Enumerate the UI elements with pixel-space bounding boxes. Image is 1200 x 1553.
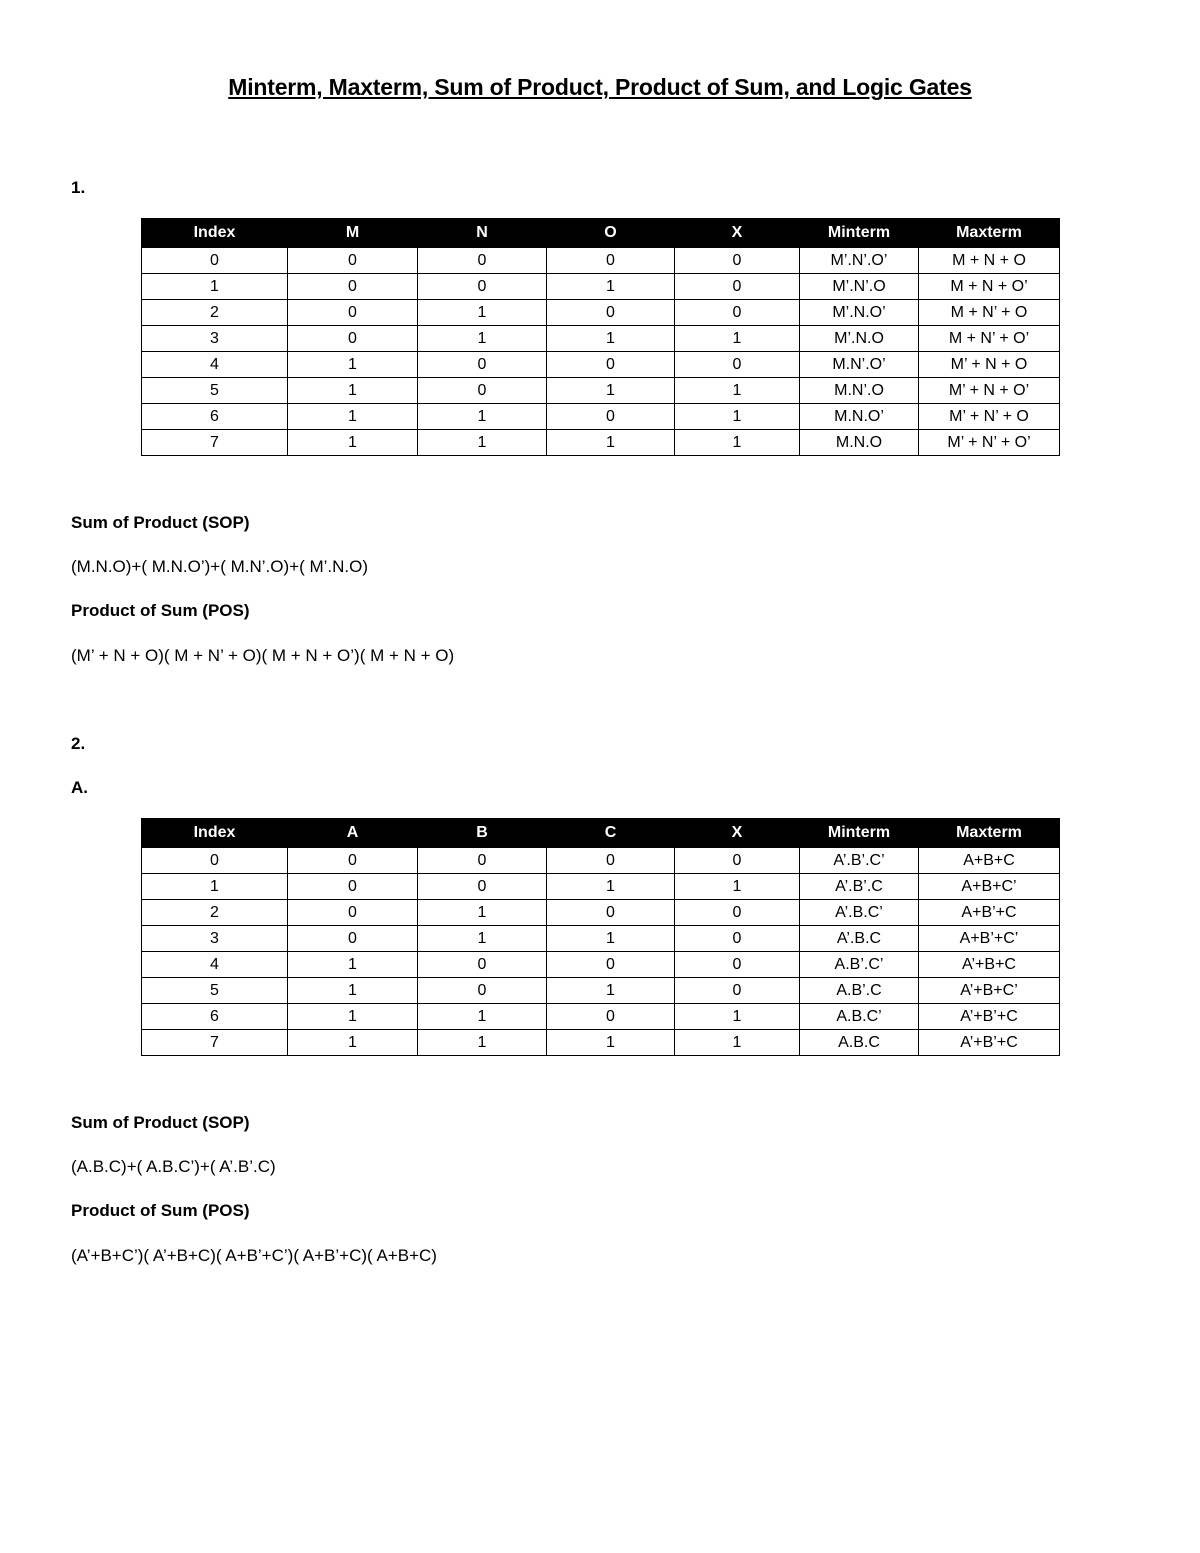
table-row xyxy=(142,430,1060,456)
table-cell: 1 xyxy=(288,430,418,456)
sop-expression-1: (M.N.O)+( M.N.O’)+( M.N’.O)+( M’.N.O) xyxy=(71,557,369,576)
table-row xyxy=(142,978,1060,1004)
table-cell: 1 xyxy=(418,926,547,952)
table-cell: M + N + O’ xyxy=(919,274,1060,300)
table-cell: 0 xyxy=(418,274,547,300)
table-cell: 0 xyxy=(288,900,418,926)
section-2-sub-a: A. xyxy=(71,778,88,797)
table-cell: 0 xyxy=(547,352,675,378)
table-cell: 0 xyxy=(675,274,800,300)
table-cell: 0 xyxy=(675,926,800,952)
table-cell: 0 xyxy=(418,952,547,978)
table-cell: 1 xyxy=(418,404,547,430)
sop-label-2: Sum of Product (SOP) xyxy=(71,1113,250,1132)
header-c: C xyxy=(547,819,675,848)
table-cell: 1 xyxy=(547,978,675,1004)
table-cell: 1 xyxy=(418,300,547,326)
table-cell: 0 xyxy=(547,900,675,926)
page-title: Minterm, Maxterm, Sum of Product, Product of Sum, and Logic Gates xyxy=(228,74,972,100)
table-cell: 1 xyxy=(547,430,675,456)
section-1-number: 1. xyxy=(71,178,86,197)
table-cell: 0 xyxy=(418,248,547,274)
header-n: N xyxy=(418,219,547,248)
table-cell: 1 xyxy=(288,1030,418,1056)
table-cell: M.N’.O’ xyxy=(800,352,919,378)
table-cell: M’ + N’ + O’ xyxy=(919,430,1060,456)
table-cell: A’+B+C’ xyxy=(919,978,1060,1004)
header-minterm: Minterm xyxy=(800,219,919,248)
table-cell: 1 xyxy=(288,378,418,404)
table-cell: 0 xyxy=(418,378,547,404)
sop-label-1: Sum of Product (SOP) xyxy=(71,513,250,532)
table-row xyxy=(142,874,1060,900)
table-cell: 0 xyxy=(288,248,418,274)
table-cell: 1 xyxy=(288,404,418,430)
table-cell: 0 xyxy=(142,248,288,274)
table-cell: 1 xyxy=(418,900,547,926)
table-cell: 0 xyxy=(288,848,418,874)
header-maxterm: Maxterm xyxy=(919,819,1060,848)
table-cell: M’.N.O’ xyxy=(800,300,919,326)
table-cell: 5 xyxy=(142,378,288,404)
table-row xyxy=(142,326,1060,352)
table-cell: A.B.C’ xyxy=(800,1004,919,1030)
table-row xyxy=(142,1030,1060,1056)
table-cell: M’.N’.O’ xyxy=(800,248,919,274)
table-cell: A’.B.C’ xyxy=(800,900,919,926)
table-cell: 6 xyxy=(142,1004,288,1030)
table-cell: A’+B’+C xyxy=(919,1004,1060,1030)
table-cell: 2 xyxy=(142,300,288,326)
table-cell: 0 xyxy=(547,1004,675,1030)
table-cell: A.B’.C’ xyxy=(800,952,919,978)
table-cell: A’+B’+C xyxy=(919,1030,1060,1056)
table-cell: 0 xyxy=(288,300,418,326)
table-cell: A’.B.C xyxy=(800,926,919,952)
table-cell: 2 xyxy=(142,900,288,926)
table-cell: 1 xyxy=(547,274,675,300)
table-cell: 5 xyxy=(142,978,288,1004)
truth-table-1 xyxy=(141,218,1060,456)
table-cell: M’.N.O xyxy=(800,326,919,352)
header-b: B xyxy=(418,819,547,848)
table-header-row xyxy=(142,219,1060,248)
table-cell: 0 xyxy=(675,300,800,326)
table-cell: A’+B+C xyxy=(919,952,1060,978)
table-cell: M’ + N + O’ xyxy=(919,378,1060,404)
table-cell: 0 xyxy=(547,404,675,430)
table-cell: 1 xyxy=(675,326,800,352)
table-row xyxy=(142,952,1060,978)
table-cell: 1 xyxy=(675,874,800,900)
table-cell: A.B’.C xyxy=(800,978,919,1004)
header-o: O xyxy=(547,219,675,248)
table-cell: 1 xyxy=(418,1004,547,1030)
table-cell: A+B+C xyxy=(919,848,1060,874)
table-cell: 0 xyxy=(142,848,288,874)
table-cell: 0 xyxy=(418,874,547,900)
table-cell: 1 xyxy=(288,1004,418,1030)
table-cell: 3 xyxy=(142,926,288,952)
header-index: Index xyxy=(142,219,288,248)
table-cell: 0 xyxy=(418,352,547,378)
table-cell: M.N’.O xyxy=(800,378,919,404)
table-cell: 1 xyxy=(288,352,418,378)
table-cell: A+B’+C xyxy=(919,900,1060,926)
table-cell: 1 xyxy=(418,430,547,456)
table-row xyxy=(142,926,1060,952)
table-cell: 0 xyxy=(288,874,418,900)
table-row xyxy=(142,1004,1060,1030)
table-cell: 6 xyxy=(142,404,288,430)
table-cell: 0 xyxy=(675,848,800,874)
table-cell: M + N’ + O’ xyxy=(919,326,1060,352)
header-index: Index xyxy=(142,819,288,848)
table-cell: M + N’ + O xyxy=(919,300,1060,326)
table-cell: 1 xyxy=(675,378,800,404)
table-cell: 1 xyxy=(675,404,800,430)
table-cell: A.B.C xyxy=(800,1030,919,1056)
table-cell: M’ + N’ + O xyxy=(919,404,1060,430)
table-cell: 1 xyxy=(142,274,288,300)
table-row xyxy=(142,404,1060,430)
table-cell: A+B+C’ xyxy=(919,874,1060,900)
table-row xyxy=(142,300,1060,326)
table-cell: 0 xyxy=(288,926,418,952)
table-cell: 0 xyxy=(547,952,675,978)
table-row xyxy=(142,352,1060,378)
table-row xyxy=(142,274,1060,300)
pos-label-1: Product of Sum (POS) xyxy=(71,601,250,620)
table-cell: 0 xyxy=(547,248,675,274)
table-cell: 0 xyxy=(675,900,800,926)
header-minterm: Minterm xyxy=(800,819,919,848)
pos-expression-1: (M’ + N + O)( M + N’ + O)( M + N + O’)( M + N + O) xyxy=(71,646,455,665)
table-cell: M’ + N + O xyxy=(919,352,1060,378)
table-cell: 3 xyxy=(142,326,288,352)
table-row xyxy=(142,378,1060,404)
table-cell: 1 xyxy=(418,326,547,352)
table-cell: 1 xyxy=(675,430,800,456)
table-cell: A’.B’.C xyxy=(800,874,919,900)
table-cell: 1 xyxy=(547,926,675,952)
table-cell: 0 xyxy=(675,978,800,1004)
table-cell: 0 xyxy=(418,978,547,1004)
table-cell: 7 xyxy=(142,1030,288,1056)
table-cell: 1 xyxy=(288,978,418,1004)
table-cell: M.N.O xyxy=(800,430,919,456)
header-maxterm: Maxterm xyxy=(919,219,1060,248)
table-cell: 1 xyxy=(675,1030,800,1056)
table-cell: 0 xyxy=(288,274,418,300)
table-cell: 1 xyxy=(547,378,675,404)
table-cell: 1 xyxy=(142,874,288,900)
table-cell: 1 xyxy=(547,874,675,900)
table-cell: M + N + O xyxy=(919,248,1060,274)
table-cell: 0 xyxy=(675,248,800,274)
table-cell: 0 xyxy=(547,848,675,874)
table-header-row xyxy=(142,819,1060,848)
table-cell: 1 xyxy=(675,1004,800,1030)
header-a: A xyxy=(288,819,418,848)
table-cell: A’.B’.C’ xyxy=(800,848,919,874)
table-cell: 1 xyxy=(547,326,675,352)
table-cell: A+B’+C’ xyxy=(919,926,1060,952)
table-cell: 1 xyxy=(288,952,418,978)
table-cell: 0 xyxy=(288,326,418,352)
table-cell: M.N.O’ xyxy=(800,404,919,430)
table-row xyxy=(142,248,1060,274)
table-cell: 0 xyxy=(675,952,800,978)
table-cell: 4 xyxy=(142,952,288,978)
section-2-number: 2. xyxy=(71,734,86,753)
sop-expression-2: (A.B.C)+( A.B.C’)+( A’.B’.C) xyxy=(71,1157,276,1176)
pos-label-2: Product of Sum (POS) xyxy=(71,1201,250,1220)
table-cell: 1 xyxy=(418,1030,547,1056)
header-x: X xyxy=(675,219,800,248)
truth-table-2 xyxy=(141,818,1060,1056)
table-row xyxy=(142,900,1060,926)
table-cell: 1 xyxy=(547,1030,675,1056)
table-cell: M’.N’.O xyxy=(800,274,919,300)
pos-expression-2: (A’+B+C’)( A’+B+C)( A+B’+C’)( A+B’+C)( A+B+C) xyxy=(71,1246,437,1265)
header-m: M xyxy=(288,219,418,248)
header-x: X xyxy=(675,819,800,848)
table-cell: 7 xyxy=(142,430,288,456)
table-row xyxy=(142,848,1060,874)
table-cell: 0 xyxy=(675,352,800,378)
table-cell: 0 xyxy=(418,848,547,874)
table-cell: 4 xyxy=(142,352,288,378)
table-cell: 0 xyxy=(547,300,675,326)
